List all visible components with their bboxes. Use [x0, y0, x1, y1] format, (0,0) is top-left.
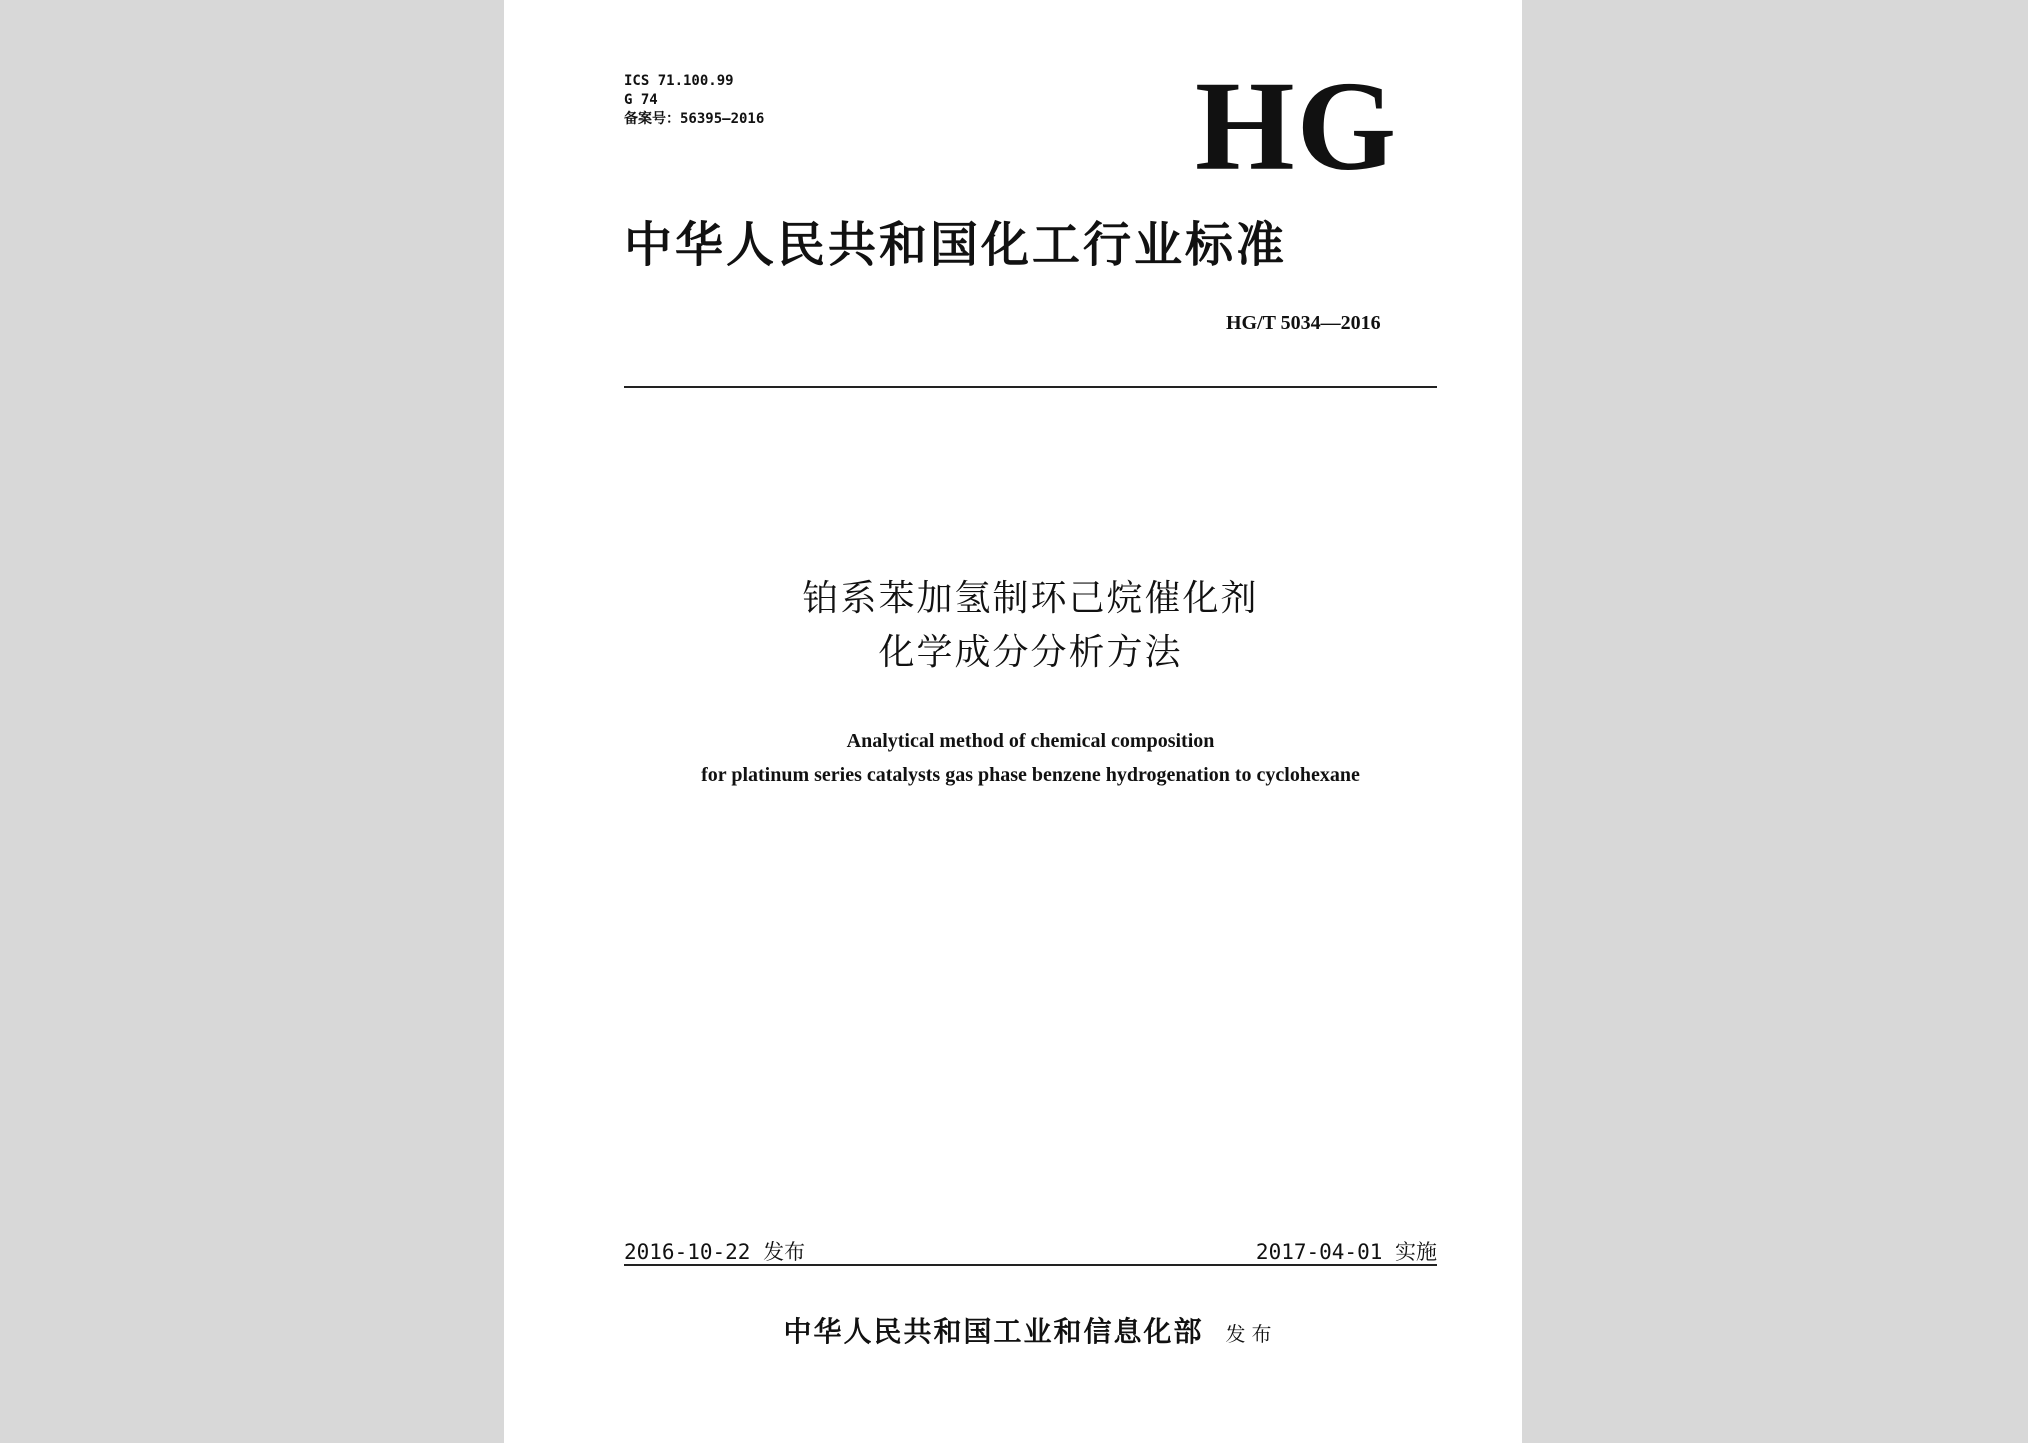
english-title-line-2: for platinum series catalysts gas phase benzene hydrogenation to cyclohexane: [701, 764, 1360, 786]
filing-number: 备案号：56395—2016: [624, 111, 765, 127]
top-divider: [624, 386, 1437, 388]
english-title-line-1: Analytical method of chemical composition: [846, 730, 1215, 752]
hg-logo: HG: [1195, 55, 1399, 197]
classification-block: [624, 72, 764, 129]
effective-date: 2017-04-01 实施: [1255, 1240, 1437, 1264]
publisher-line: [624, 1310, 1437, 1350]
chinese-title-line-1: 铂系苯加氢制环己烷催化剂: [802, 578, 1259, 619]
issue-date: 2016-10-22 发布: [624, 1240, 806, 1264]
dates-row: [624, 1236, 1437, 1266]
standard-number: HG/T 5034—2016: [1226, 312, 1381, 334]
chinese-title: [624, 572, 1437, 680]
publish-action: 发布: [1225, 1322, 1278, 1346]
ics-code: ICS 71.100.99: [624, 73, 734, 89]
ccs-code: G 74: [624, 92, 658, 108]
chinese-title-line-2: 化学成分分析方法: [878, 632, 1183, 673]
bottom-divider: [624, 1264, 1437, 1266]
english-title: [604, 724, 1457, 792]
publisher-name: 中华人民共和国工业和信息化部: [783, 1315, 1204, 1348]
standard-title: 中华人民共和国化工行业标准: [624, 217, 1288, 273]
